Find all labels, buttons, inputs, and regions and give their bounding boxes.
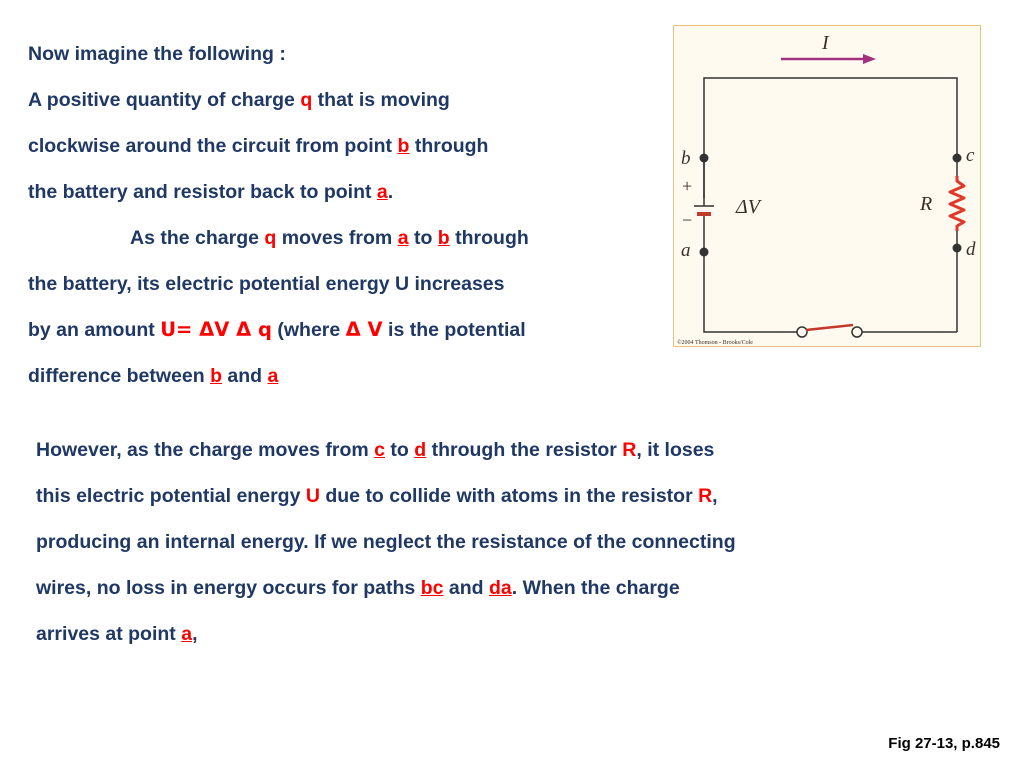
text-run: Now imagine the following :: [28, 43, 286, 65]
path-bc: bc: [420, 577, 444, 599]
text-line: [36, 519, 736, 565]
energy-formula: U= ΔV Δ q: [160, 318, 272, 341]
current-arrow-head: [863, 54, 876, 64]
point-a: a: [397, 227, 409, 249]
point-b: b: [210, 365, 222, 387]
text-line: [28, 169, 529, 215]
delta-v-label: ΔV: [736, 196, 760, 218]
charge-q: q: [264, 227, 277, 249]
text-run: However, as the charge moves from: [36, 439, 375, 461]
text-run: the battery, its electric potential energy U increases: [28, 273, 505, 295]
text-run: difference between: [28, 365, 211, 387]
switch-lever: [806, 325, 853, 330]
wire-top: [704, 78, 957, 206]
label-d: d: [966, 239, 976, 260]
copyright-note: ©2004 Thomson - Brooks/Cole: [677, 340, 753, 346]
text-run: ,: [712, 485, 718, 507]
text-run: , it loses: [636, 439, 715, 461]
point-a: a: [376, 181, 388, 203]
node-d: [953, 244, 962, 253]
text-run: due to collide with atoms in the resistor: [319, 485, 699, 507]
text-run: through the resistor: [426, 439, 623, 461]
resistor-zigzag: [950, 176, 964, 231]
text-run: by an amount: [28, 319, 161, 341]
text-run: . When the charge: [511, 577, 680, 599]
resistor-r: R: [698, 485, 713, 507]
label-a: a: [681, 240, 691, 261]
point-b: b: [397, 135, 410, 157]
delta-v: Δ V: [345, 318, 383, 341]
energy-u: U: [305, 485, 320, 507]
text-run: through: [449, 227, 529, 249]
paragraph-charge-intro: [28, 31, 529, 399]
text-run: A positive quantity of charge: [28, 89, 301, 111]
text-run: .: [387, 181, 394, 203]
text-line: [28, 261, 529, 307]
text-line: [28, 307, 529, 353]
node-b: [700, 154, 709, 163]
text-run: (where: [271, 319, 346, 341]
text-run: producing an internal energy. If we neglect the resistance of the connecting: [36, 531, 736, 553]
battery-plus: +: [682, 176, 693, 196]
point-a: a: [267, 365, 279, 387]
point-d: d: [414, 439, 427, 461]
node-a: [700, 248, 709, 257]
point-b: b: [437, 227, 450, 249]
current-label: I: [822, 32, 829, 54]
text-run: and: [443, 577, 489, 599]
text-run: and: [221, 365, 268, 387]
text-run: moves from: [276, 227, 398, 249]
resistor-label: R: [920, 193, 933, 215]
text-run: As the charge: [130, 227, 265, 249]
text-run: this electric potential energy: [36, 485, 306, 507]
text-line: [36, 427, 736, 473]
point-c: c: [374, 439, 385, 461]
text-line: [28, 123, 529, 169]
paragraph-resistor-energy: [36, 427, 736, 657]
text-line: [28, 77, 529, 123]
switch-terminal-left: [797, 327, 807, 337]
circuit-diagram: [674, 26, 982, 348]
text-run: to: [408, 227, 438, 249]
text-line: [28, 215, 529, 261]
text-line: [36, 565, 736, 611]
switch-terminal-right: [852, 327, 862, 337]
resistor-r: R: [622, 439, 637, 461]
node-c: [953, 154, 962, 163]
text-run: the battery and resistor back to point: [28, 181, 377, 203]
text-run: arrives at point: [36, 623, 182, 645]
point-a: a: [181, 623, 193, 645]
text-line: [36, 473, 736, 519]
battery-minus: −: [682, 210, 693, 230]
text-line: [28, 31, 529, 77]
text-run: to: [385, 439, 415, 461]
text-line: [36, 611, 736, 657]
path-da: da: [488, 577, 512, 599]
text-run: that is moving: [312, 89, 450, 111]
label-b: b: [681, 148, 691, 169]
circuit-figure: [673, 25, 981, 347]
text-run: wires, no loss in energy occurs for paths: [36, 577, 421, 599]
charge-q: q: [300, 89, 313, 111]
text-run: clockwise around the circuit from point: [28, 135, 398, 157]
label-c: c: [966, 145, 975, 166]
text-run: through: [409, 135, 489, 157]
text-run: ,: [192, 623, 198, 645]
wire-bottom-left: [704, 252, 798, 332]
text-line: [28, 353, 529, 399]
text-run: is the potential: [382, 319, 526, 341]
figure-caption: Fig 27-13, p.845: [888, 735, 1000, 752]
